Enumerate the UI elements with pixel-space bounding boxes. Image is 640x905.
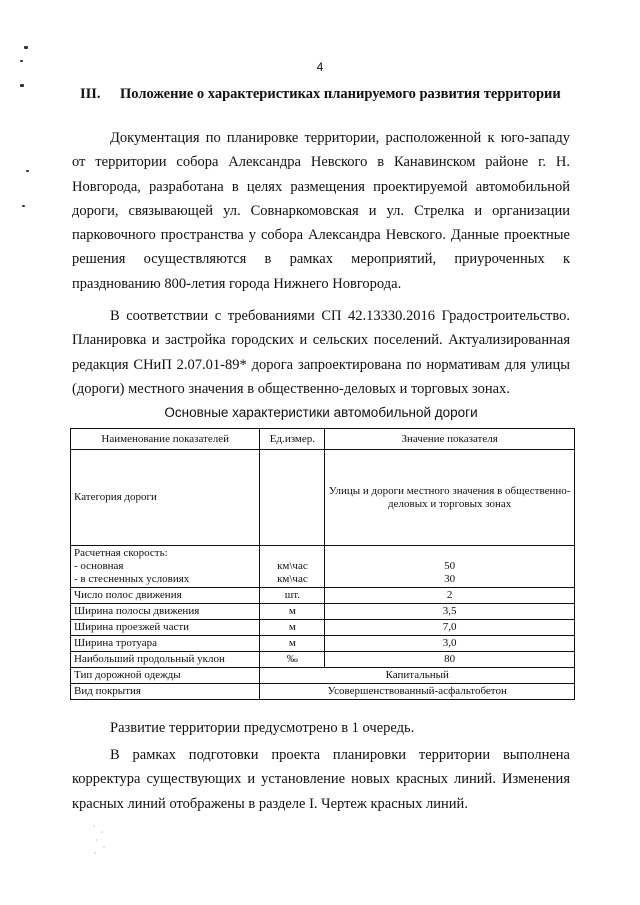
cell-line: - в стесненных условиях bbox=[74, 573, 190, 585]
cell-unit: м bbox=[260, 604, 325, 620]
cell-name: Категория дороги bbox=[71, 450, 260, 546]
paragraph-text: В соответствии с требованиями СП 42.13330.2016 Градостроительство. Планировка и застройка городских и сельских поселений. Актуализированная редакция СНиП 2.07.01-89* дорога запроектирована по нормативам для улицы (дороги) местного значения в общественно-деловых и торговых зонах. bbox=[72, 308, 570, 397]
header-cell-indicator: Наименование показателей bbox=[71, 429, 260, 450]
scan-smudge bbox=[88, 820, 112, 858]
cell-unit: м bbox=[260, 636, 325, 652]
cell-name: Ширина тротуара bbox=[71, 636, 260, 652]
header-cell-value: Значение показателя bbox=[325, 429, 575, 450]
cell-value: Улицы и дороги местного значения в общественно-деловых и торговых зонах bbox=[325, 450, 575, 546]
cell-unit: шт. bbox=[260, 588, 325, 604]
table-row bbox=[71, 652, 575, 668]
cell-value: Усовершенствованный-асфальтобетон bbox=[260, 684, 575, 700]
table-row bbox=[71, 636, 575, 652]
header-cell-unit: Ед.измер. bbox=[260, 429, 325, 450]
cell-value: Капитальный bbox=[260, 668, 575, 684]
cell-line: - основная bbox=[74, 560, 124, 572]
cell-unit: м bbox=[260, 620, 325, 636]
paragraph-text: Документация по планировке территории, расположенной к юго-западу от территории собора Александра Невского в Канавинском районе г. Н. Новгорода, разработана в целях размещения проектируемой автомобильной дороги, связывающей ул. Совнаркомовская и ул. Стрелка и организации парковочного пространства у собора Александра Невского. Данные проектные решения осуществляются в рамках мероприятий, приуроченных к празднованию 800-летия города Нижнего Новгорода. bbox=[72, 130, 570, 292]
cell-line: 30 bbox=[444, 573, 456, 585]
scan-speck bbox=[22, 205, 25, 207]
paragraph-text: В рамках подготовки проекта планировки территории выполнена корректура существующих и установление новых красных линий. Изменения красных линий отображены в разделе I. Чертеж красных линий. bbox=[72, 747, 570, 812]
cell-name: Ширина проезжей части bbox=[71, 620, 260, 636]
cell-line: Расчетная скорость: bbox=[74, 547, 168, 559]
cell-value: 7,0 bbox=[325, 620, 575, 636]
table-row bbox=[71, 450, 575, 546]
cell-unit bbox=[260, 546, 325, 588]
table-row bbox=[71, 546, 575, 588]
cell-value: 2 bbox=[325, 588, 575, 604]
page-number: 4 bbox=[316, 60, 324, 74]
body-paragraph-2 bbox=[72, 304, 570, 401]
body-paragraph-3 bbox=[72, 716, 570, 740]
table-row bbox=[71, 684, 575, 700]
cell-unit bbox=[260, 450, 325, 546]
table-title: Основные характеристики автомобильной дороги bbox=[164, 405, 478, 420]
cell-value: 3,0 bbox=[325, 636, 575, 652]
cell-value bbox=[325, 546, 575, 588]
cell-line: км\час bbox=[277, 560, 308, 572]
cell-name: Ширина полосы движения bbox=[71, 604, 260, 620]
section-title: Положение о характеристиках планируемого развития территории bbox=[120, 86, 561, 102]
scan-speck bbox=[26, 170, 29, 172]
cell-value: 3,5 bbox=[325, 604, 575, 620]
table-row bbox=[71, 620, 575, 636]
cell-name: Число полос движения bbox=[71, 588, 260, 604]
table-header-row bbox=[71, 429, 575, 450]
cell-line: 50 bbox=[444, 560, 456, 572]
section-heading bbox=[80, 86, 580, 103]
paragraph-text: Развитие территории предусмотрено в 1 очередь. bbox=[110, 720, 415, 736]
cell-name bbox=[71, 546, 260, 588]
cell-name: Вид покрытия bbox=[71, 684, 260, 700]
cell-name: Наибольший продольный уклон bbox=[71, 652, 260, 668]
table-row bbox=[71, 668, 575, 684]
table-row bbox=[71, 604, 575, 620]
body-paragraph-1 bbox=[72, 126, 570, 296]
scan-speck bbox=[24, 46, 28, 49]
cell-line: км\час bbox=[277, 573, 308, 585]
table-row bbox=[71, 588, 575, 604]
scan-speck bbox=[20, 84, 24, 87]
cell-value: 80 bbox=[325, 652, 575, 668]
cell-name: Тип дорожной одежды bbox=[71, 668, 260, 684]
cell-unit: ‰ bbox=[260, 652, 325, 668]
road-characteristics-table bbox=[70, 428, 575, 700]
body-paragraph-4 bbox=[72, 743, 570, 816]
section-number: III. bbox=[80, 86, 101, 102]
